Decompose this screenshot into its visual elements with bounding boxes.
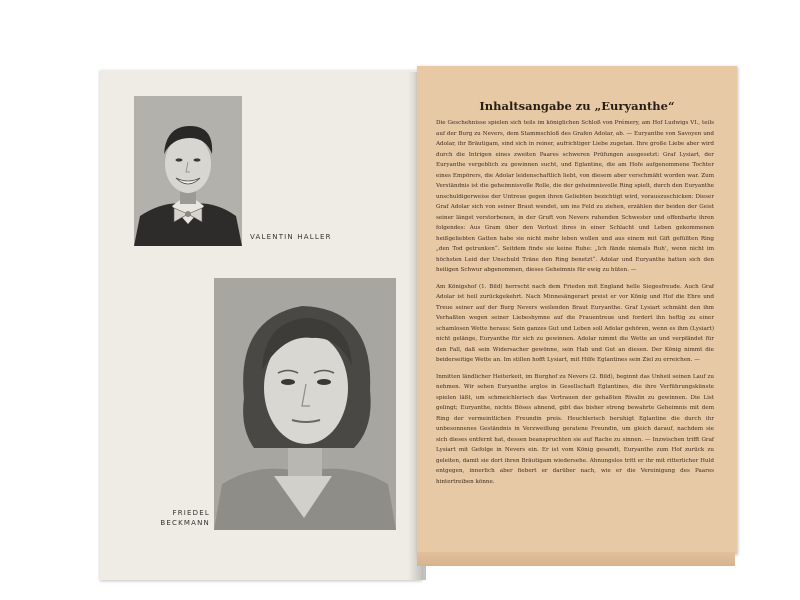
caption-first-name: FRIEDEL <box>172 509 210 517</box>
portrait-photo-friedel-beckmann <box>214 278 396 530</box>
right-page-edge <box>417 552 735 566</box>
portrait-man-image <box>134 96 242 246</box>
caption-valentin-haller: VALENTIN HALLER <box>250 233 332 241</box>
paragraph: Am Königshof (1. Bild) herrscht nach dem Frieden mit England helle Siegesfreude. Auch Graf Adolar ist heil zurückgekehrt. Nach Minnesängerart preist er vor König und Hof die Ehre und Treue seiner auf der Burg Nevers weilenden Braut Euryanthe. Graf Lysiart schmäht den ihm Verhaßten wegen seiner Liebeshymne auf die Frauentreue und fordert ihn heftig zu einer schamlosen Wette heraus: Sein ganzes Gut und Leben soll Adolar gehören, wenn es ihm (Lysiart) nicht gelänge, Euryanthe für sich zu gewinnen. Adolar nimmt die Wette an und verpfändet für den Fall, daß sein Widersacher gewönne, sein Hab und Gut an diesen. Der König nimmt die beiderseitige Wette an. Im stillen hofft Lysiart, mit Hilfe Eglantines sein Ziel zu erreichen. — <box>436 283 714 363</box>
caption-friedel-beckmann <box>158 508 210 528</box>
paragraph: Inmitten ländlicher Heiterkeit, im Burghof zu Nevers (2. Bild), beginnt das Unheil seinen Lauf zu nehmen. Wir sehen Euryanthe arglos in Gesellschaft Eglantines, die ihre Verführungskünste spielen läßt, um schmeichlerisch das Vertrauen der gehaßten Rivalin zu gewinnen. Die List gelingt; Euryanthe, nichts Böses ahnend, gibt das bisher streng bewahrte Geheimnis mit dem Ring der vermeintlichen Freundin preis. Heuchlerisch beruhigt Eglantine die durch ihr unbesonnenes Geständnis in Verzweiflung geratene Freundin, um gleich darauf, nachdem sie sich dieses entfernt hat, dessen beanspruchten sie auf Rache zu sinnen. — Inzwischen trifft Graf Lysiart mit Gefolge in Nevers ein. Er ist vom König gesandt, Euryanthe zum Hof zurück zu geleiten, damit sie dort ihren Bräutigam wiedersehe. Ahnungslos tritt er ihr mit ritterlicher Huld entgegen, innerlich aber fiebert er darüber nach, wie er die Vereinigung des Paares hintertreiben könne. <box>436 373 714 485</box>
paragraph: Die Geschehnisse spielen sich teils im königlichen Schloß von Prémery, am Hof Ludwigs VI., teils auf der Burg zu Nevers, dem Stammschloß des Grafen Adolar, ab. — Euryanthe von Savoyen und Adolar, ihr Bräutigam, sind sich in reiner, aufrichtiger Liebe zugetan. Ihre große Liebe aber wird durch die Intrigen eines zweiten Paares schweren Prüfungen ausgesetzt: Graf Lysiart, der Euryanthe vergeblich zu gewinnen sucht, und Eglantine, die am Hofe aufgenommene Tochter eines Empörers, die Adolar leidenschaftlich liebt, von diesem aber verschmäht worden war. Zum Verständnis ist die geheimnisvolle Rolle, die der geheimnisvolle Ring spielt, durch den Euryanthe unschuldigerweise der Untreue gegen ihren Geliebten bezichtigt wird, vorauszuschicken: Dieser Graf Adolar sich von seiner Braut wendet, um ins Feld zu ziehen, erzählen der beiden der Geist seiner längst verstorbenen, in der Gruft von Nevers ruhenden Schwester und offenbarte ihren folgendes: Aus Gram über den Verlust ihres in einer Schlacht und Leben gekommenen heißgeliebten Gatten habe sie nicht mehr leben wollen und aus einem mit Gift gefüllten Ring „den Tod getrunken“. Seitdem finde sie keine Ruhe: „Ich fände niemals Ruh’, wenn nicht im höchsten Leid der Unschuld Träne den Ring benetzt“. Adolar und Euryanthe hatten sich den heiligen Schwur abgenommen, dieses Geheimnis für ewig zu hüten. — <box>436 120 714 273</box>
caption-last-name: BECKMANN <box>160 519 210 527</box>
portrait-woman-image <box>214 278 396 530</box>
synopsis-text <box>436 118 714 493</box>
page-title: Inhaltsangabe zu „Euryanthe“ <box>479 99 675 113</box>
portrait-photo-valentin-haller <box>134 96 242 246</box>
